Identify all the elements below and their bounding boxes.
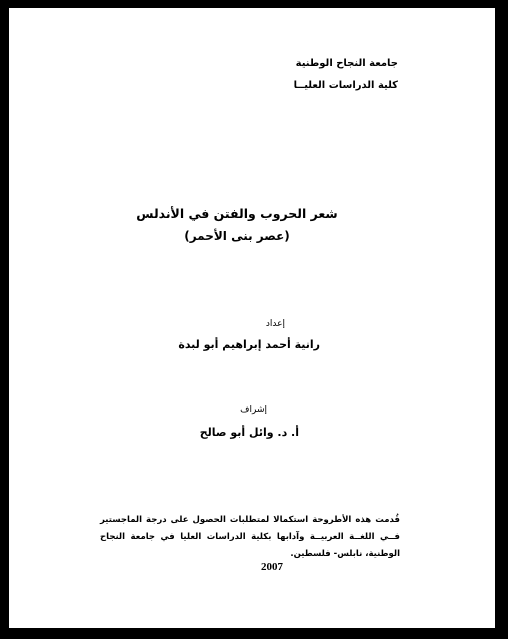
year: 2007 bbox=[261, 561, 283, 573]
submission-statement: قُدمت هذه الأطروحة استكمالا لمتطلبات الحصول على درجة الماجستير فــي اللغــة العربيــة وآدابها بكلية الدراسات العليا في جامعة النجاح الوطنية، نابلس- فلسطين. bbox=[100, 515, 400, 559]
preparation-label: إعداد bbox=[265, 319, 285, 329]
year-wrapper bbox=[9, 561, 495, 573]
university-name: جامعة النجاح الوطنية bbox=[295, 58, 398, 69]
thesis-subtitle: (عصر بنى الأحمر) bbox=[184, 229, 290, 243]
author-name: رانية أحمد إبراهيم أبو لبدة bbox=[178, 338, 320, 351]
thesis-title: شعر الحروب والفتن في الأندلس bbox=[136, 206, 338, 221]
supervision-label: إشراف bbox=[240, 405, 267, 415]
document-page bbox=[9, 8, 495, 628]
faculty-name: كلية الدراسات العليــا bbox=[293, 80, 398, 91]
supervisor-name: أ. د. وائل أبو صالح bbox=[199, 426, 299, 439]
